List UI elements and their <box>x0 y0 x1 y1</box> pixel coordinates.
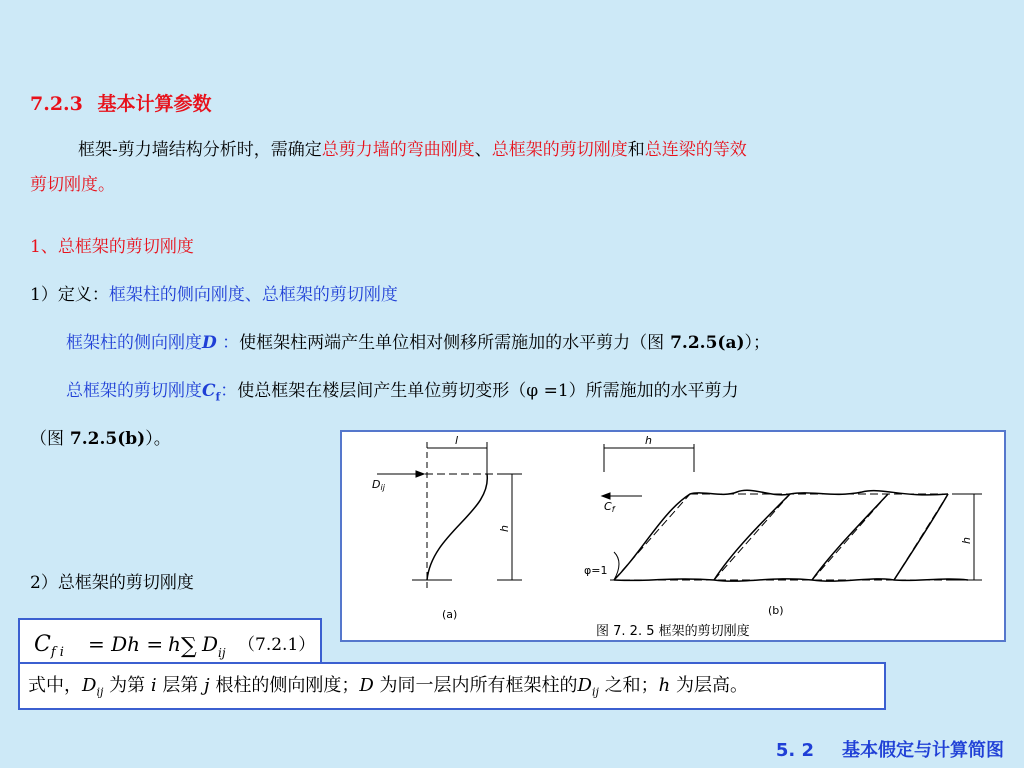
note-dij: D <box>82 675 97 696</box>
note-dij2: D <box>577 675 592 696</box>
lateral-stiffness-definition <box>66 332 770 354</box>
definition-line <box>30 284 398 306</box>
formula-dh: = Dh = <box>88 632 164 656</box>
intro-paragraph-line2: 剪切刚度。 <box>30 175 115 195</box>
definition-text: 框架柱的侧向刚度、总框架的剪切刚度 <box>108 285 398 305</box>
shear-stiffness-text: 使总框架在楼层间产生单位剪切变形（φ =1）所需施加的水平剪力 <box>237 381 739 401</box>
note-text: 根柱的侧向刚度； <box>209 675 360 696</box>
label-a: (a) <box>442 608 458 621</box>
note-dij-subscript: ij <box>96 685 104 699</box>
symbol-c-subscript: f <box>215 390 221 404</box>
note-prefix: 式中， <box>28 675 82 696</box>
note-text: 为同一层内所有框架柱的 <box>373 675 578 696</box>
figure-ref-close: ）。 <box>145 429 171 449</box>
footer <box>776 736 1004 762</box>
figure-7-2-5 <box>340 430 1006 642</box>
section-title: 基本计算参数 <box>97 93 212 115</box>
figure-ref-b: 7.2.5(b) <box>64 429 146 449</box>
colon: ： <box>216 333 240 353</box>
intro-paragraph-line1 <box>78 139 747 161</box>
force-a-subscript: ij <box>380 483 385 492</box>
intro-highlight-beam: 总连梁的等效 <box>644 140 747 160</box>
formula-note <box>18 662 886 710</box>
note-text: 为层高。 <box>670 675 748 696</box>
footer-section-number: 5. 2 <box>775 740 814 761</box>
line-end: ）； <box>744 333 770 353</box>
figure-ref-a: 7.2.5(a) <box>664 333 745 353</box>
formula-d-subscript: ij <box>218 646 226 660</box>
shear-stiffness-diagram <box>342 432 1004 640</box>
force-b-subscript: f <box>611 505 615 514</box>
deformed-columns <box>714 494 948 580</box>
formula-c-subscript: f i <box>50 645 64 660</box>
formula-sum: ∑ <box>181 634 197 659</box>
intro-highlight-frame: 总框架的剪切刚度 <box>491 140 628 160</box>
section-heading <box>30 89 212 116</box>
formula-c: C <box>34 632 51 657</box>
intro-sep: 、 <box>474 140 492 160</box>
item-2-heading: 2）总框架的剪切刚度 <box>30 573 194 593</box>
dim-h-b-label: h <box>960 537 973 544</box>
lateral-stiffness-label: 框架柱的侧向刚度 <box>66 333 202 353</box>
formula-cf <box>34 632 64 660</box>
formula-d-symbol: D <box>202 632 219 656</box>
colon: ： <box>220 381 238 401</box>
symbol-c: C <box>202 381 216 401</box>
intro-and: 和 <box>627 140 645 160</box>
figure-ref-open: （图 <box>30 429 64 449</box>
shear-stiffness-definition <box>66 380 739 408</box>
formula-h: h <box>168 632 181 656</box>
formula-7-2-1 <box>18 618 322 666</box>
note-j: j <box>204 675 210 696</box>
intro-highlight-wall: 总剪力墙的弯曲刚度 <box>321 140 475 160</box>
figure-ref-line <box>30 428 171 450</box>
note-text: 之和； <box>598 675 659 696</box>
note-text: 为第 <box>103 675 151 696</box>
definition-label: 1）定义： <box>30 285 109 305</box>
intro-text: 框架-剪力墙结构分析时，需确定 <box>78 140 322 160</box>
item-1-heading: 1、总框架的剪切刚度 <box>30 237 194 257</box>
force-arrow-b-head <box>602 493 610 499</box>
formula-svg <box>20 620 320 664</box>
force-a-label <box>372 478 386 492</box>
note-i: i <box>150 675 157 696</box>
deformed-column <box>427 474 487 580</box>
figure-caption: 图 7. 2. 5 框架的剪切刚度 <box>596 624 750 639</box>
lateral-stiffness-text: 使框架柱两端产生单位相对侧移所需施加的水平剪力（图 <box>239 333 665 353</box>
phi-label: φ=1 <box>584 564 608 577</box>
formula-d <box>201 632 226 660</box>
dim-l-label: l <box>455 434 459 447</box>
diagonal-dashed <box>611 494 948 580</box>
formula-number: （7.2.1） <box>238 635 316 655</box>
force-arrow-a-head <box>416 471 424 477</box>
note-h: h <box>658 675 671 696</box>
note-dij2-subscript: ij <box>591 685 599 699</box>
dim-h-a-label: h <box>498 525 511 532</box>
force-b-label <box>604 500 616 514</box>
dim-h-top-label: h <box>645 434 652 447</box>
symbol-d: D <box>202 333 217 353</box>
shear-stiffness-label: 总框架的剪切刚度 <box>66 381 202 401</box>
footer-section-title: 基本假定与计算简图 <box>842 740 1004 761</box>
force-a-symbol: D <box>372 478 381 491</box>
label-b: (b) <box>768 604 784 617</box>
section-number: 7.2.3 <box>30 93 83 115</box>
note-text: 层第 <box>156 675 205 696</box>
note-d: D <box>359 675 374 696</box>
force-b-symbol: C <box>604 500 612 513</box>
